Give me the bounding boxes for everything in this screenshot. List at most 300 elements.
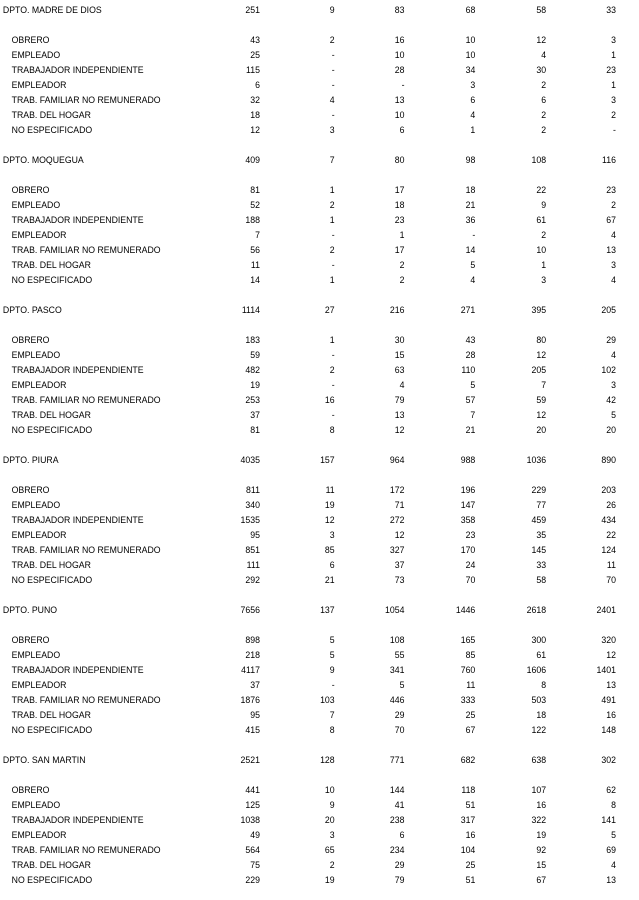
row-label: TRABAJADOR INDEPENDIENTE — [11, 515, 144, 525]
table-cell: 32 — [250, 95, 260, 105]
table-cell: 57 — [465, 395, 476, 405]
table-cell: 71 — [394, 500, 405, 510]
department-total-row — [0, 455, 620, 467]
table-cell: 3 — [611, 95, 616, 105]
table-cell: 2 — [399, 275, 405, 285]
table-cell: 1 — [329, 335, 335, 345]
table-row — [0, 410, 620, 422]
table-cell: 6 — [541, 95, 547, 105]
row-label: OBRERO — [11, 185, 50, 195]
row-label: TRABAJADOR INDEPENDIENTE — [11, 665, 144, 675]
table-cell: 23 — [394, 215, 405, 225]
table-cell: 3 — [611, 260, 616, 270]
department-total-cell: 205 — [601, 305, 616, 315]
row-label: EMPLEADO — [11, 800, 61, 810]
table-cell: 104 — [460, 845, 476, 855]
table-cell: 172 — [389, 485, 405, 495]
row-label: EMPLEADOR — [11, 230, 67, 240]
table-cell: 79 — [394, 395, 405, 405]
department-name: DPTO. PUNO — [2, 605, 58, 615]
department-total-cell: 137 — [320, 605, 335, 615]
table-cell: 29 — [394, 860, 405, 870]
department-total-cell: 2521 — [240, 755, 260, 765]
table-cell: 1876 — [240, 695, 260, 705]
department-section — [0, 750, 620, 900]
department-name: DPTO. PASCO — [2, 305, 62, 315]
table-cell: 229 — [245, 875, 260, 885]
table-row — [0, 125, 620, 137]
row-label: TRAB. FAMILIAR NO REMUNERADO — [11, 545, 161, 555]
table-cell: 26 — [606, 500, 616, 510]
table-cell: 21 — [324, 575, 335, 585]
table-cell: 37 — [250, 680, 260, 690]
table-cell: 18 — [250, 110, 260, 120]
row-label: TRAB. DEL HOGAR — [11, 110, 91, 120]
table-row — [0, 800, 620, 812]
table-row — [0, 350, 620, 362]
table-row — [0, 845, 620, 857]
table-cell: 2 — [329, 365, 335, 375]
table-row — [0, 35, 620, 47]
table-row — [0, 365, 620, 377]
table-cell: 4 — [611, 860, 616, 870]
department-section — [0, 450, 620, 600]
department-total-cell: 302 — [601, 755, 616, 765]
row-label: NO ESPECIFICADO — [11, 425, 93, 435]
table-cell: 9 — [329, 800, 335, 810]
table-cell: 25 — [250, 50, 260, 60]
table-cell: 4 — [541, 50, 547, 60]
table-cell: 300 — [531, 635, 547, 645]
table-cell: 17 — [394, 245, 405, 255]
table-cell: 58 — [536, 575, 547, 585]
table-row — [0, 110, 620, 122]
table-cell: 2 — [541, 110, 547, 120]
table-cell: 564 — [245, 845, 260, 855]
row-label: TRABAJADOR INDEPENDIENTE — [11, 215, 144, 225]
table-cell: 2 — [541, 125, 547, 135]
table-cell: - — [331, 410, 335, 420]
table-cell: 65 — [324, 845, 335, 855]
department-total-cell: 682 — [460, 755, 476, 765]
table-cell: 148 — [601, 725, 616, 735]
table-cell: 12 — [606, 650, 616, 660]
table-cell: 29 — [606, 335, 616, 345]
department-total-cell: 771 — [389, 755, 405, 765]
department-total-cell: 890 — [601, 455, 616, 465]
table-cell: 124 — [601, 545, 616, 555]
department-total-cell: 68 — [465, 5, 476, 15]
table-cell: 188 — [245, 215, 260, 225]
table-cell: 81 — [250, 425, 260, 435]
department-total-row — [0, 155, 620, 167]
table-cell: 73 — [394, 575, 405, 585]
table-cell: 110 — [461, 365, 476, 375]
row-label: EMPLEADOR — [11, 380, 67, 390]
department-total-row — [0, 305, 620, 317]
table-cell: 1038 — [240, 815, 260, 825]
row-label: EMPLEADO — [11, 200, 61, 210]
department-total-cell: 33 — [606, 5, 616, 15]
table-cell: 59 — [250, 350, 260, 360]
table-row — [0, 275, 620, 287]
table-cell: 67 — [465, 725, 476, 735]
table-row — [0, 380, 620, 392]
department-section — [0, 150, 620, 300]
table-cell: 49 — [250, 830, 260, 840]
table-cell: 144 — [389, 785, 405, 795]
table-cell: 12 — [394, 425, 405, 435]
table-cell: 3 — [329, 830, 335, 840]
table-row — [0, 635, 620, 647]
table-cell: 2 — [611, 110, 616, 120]
table-row — [0, 335, 620, 347]
table-cell: 7 — [541, 380, 547, 390]
table-row — [0, 65, 620, 77]
table-cell: 3 — [611, 35, 616, 45]
table-cell: 229 — [531, 485, 547, 495]
table-cell: 52 — [250, 200, 260, 210]
table-cell: 3 — [470, 80, 476, 90]
table-row — [0, 725, 620, 737]
table-cell: 459 — [531, 515, 547, 525]
row-label: EMPLEADO — [11, 500, 61, 510]
table-cell: 62 — [606, 785, 616, 795]
table-cell: 8 — [329, 725, 335, 735]
table-cell: 851 — [245, 545, 260, 555]
table-cell: 125 — [245, 800, 260, 810]
table-cell: 170 — [460, 545, 476, 555]
table-cell: 36 — [465, 215, 476, 225]
table-cell: 11 — [466, 680, 476, 690]
row-label: EMPLEADOR — [11, 80, 67, 90]
table-cell: 317 — [460, 815, 476, 825]
table-cell: 42 — [606, 395, 616, 405]
table-cell: 2 — [541, 230, 547, 240]
department-name: DPTO. PIURA — [2, 455, 59, 465]
table-row — [0, 185, 620, 197]
table-cell: 92 — [536, 845, 547, 855]
department-total-cell: 9 — [329, 5, 335, 15]
table-cell: 2 — [329, 200, 335, 210]
table-cell: 17 — [394, 185, 405, 195]
department-total-cell: 964 — [389, 455, 405, 465]
row-label: TRABAJADOR INDEPENDIENTE — [11, 365, 144, 375]
table-cell: 4 — [611, 350, 616, 360]
row-label: NO ESPECIFICADO — [11, 275, 93, 285]
table-cell: 69 — [606, 845, 616, 855]
table-row — [0, 665, 620, 677]
table-cell: 19 — [324, 500, 335, 510]
table-cell: 3 — [329, 125, 335, 135]
table-cell: 20 — [324, 815, 335, 825]
table-cell: 20 — [536, 425, 547, 435]
department-total-cell: 409 — [245, 155, 260, 165]
table-cell: 30 — [536, 65, 547, 75]
table-cell: 8 — [329, 425, 335, 435]
table-cell: 12 — [394, 530, 405, 540]
table-cell: - — [331, 65, 335, 75]
table-row — [0, 875, 620, 887]
department-total-cell: 2401 — [596, 605, 616, 615]
table-row — [0, 260, 620, 272]
table-cell: 3 — [611, 380, 616, 390]
table-cell: 253 — [245, 395, 260, 405]
row-label: TRAB. FAMILIAR NO REMUNERADO — [11, 245, 161, 255]
department-total-cell: 1446 — [455, 605, 476, 615]
table-cell: - — [331, 230, 335, 240]
department-total-cell: 58 — [536, 5, 547, 15]
department-total-cell: 1054 — [385, 605, 405, 615]
table-cell: 441 — [245, 785, 260, 795]
table-cell: 59 — [536, 395, 547, 405]
table-cell: 21 — [465, 425, 476, 435]
table-cell: 6 — [329, 560, 335, 570]
table-cell: 196 — [460, 485, 476, 495]
table-row — [0, 50, 620, 62]
table-cell: 43 — [250, 35, 260, 45]
table-cell: 2 — [399, 260, 405, 270]
table-cell: 1 — [611, 50, 616, 60]
table-row — [0, 530, 620, 542]
table-cell: 16 — [536, 800, 547, 810]
table-cell: 11 — [606, 560, 616, 570]
table-cell: 75 — [250, 860, 260, 870]
table-row — [0, 860, 620, 872]
table-cell: 1535 — [240, 515, 260, 525]
table-cell: 183 — [245, 335, 260, 345]
table-cell: 7 — [255, 230, 260, 240]
table-cell: 147 — [460, 500, 476, 510]
table-cell: 6 — [255, 80, 260, 90]
table-row — [0, 785, 620, 797]
table-cell: 238 — [389, 815, 405, 825]
table-cell: 1 — [329, 275, 335, 285]
table-cell: 37 — [250, 410, 260, 420]
table-cell: 1606 — [526, 665, 547, 675]
department-total-cell: 116 — [602, 155, 616, 165]
table-cell: 341 — [389, 665, 405, 675]
table-cell: 10 — [465, 35, 476, 45]
table-cell: 70 — [394, 725, 405, 735]
table-cell: 218 — [245, 650, 260, 660]
department-section — [0, 600, 620, 750]
table-cell: 12 — [324, 515, 335, 525]
table-cell: 8 — [611, 800, 616, 810]
table-cell: 20 — [606, 425, 616, 435]
table-cell: 1 — [470, 125, 476, 135]
table-cell: 41 — [394, 800, 405, 810]
department-total-cell: 271 — [460, 305, 476, 315]
table-cell: 25 — [465, 860, 476, 870]
table-row — [0, 695, 620, 707]
table-cell: 203 — [601, 485, 616, 495]
table-cell: 85 — [324, 545, 335, 555]
table-cell: 33 — [536, 560, 547, 570]
department-section — [0, 0, 620, 150]
table-cell: 18 — [465, 185, 476, 195]
table-cell: 7 — [470, 410, 476, 420]
table-row — [0, 710, 620, 722]
department-total-row — [0, 605, 620, 617]
table-cell: 67 — [606, 215, 616, 225]
row-label: NO ESPECIFICADO — [11, 875, 93, 885]
table-cell: 234 — [389, 845, 405, 855]
row-label: EMPLEADOR — [11, 680, 67, 690]
table-cell: 5 — [399, 680, 405, 690]
department-total-cell: 108 — [531, 155, 547, 165]
table-cell: 2 — [329, 860, 335, 870]
row-label: TRAB. DEL HOGAR — [11, 410, 91, 420]
table-row — [0, 500, 620, 512]
table-cell: - — [331, 680, 335, 690]
table-cell: 18 — [536, 710, 547, 720]
table-cell: - — [472, 230, 476, 240]
department-total-row — [0, 755, 620, 767]
table-cell: 107 — [531, 785, 547, 795]
table-cell: 28 — [465, 350, 476, 360]
table-cell: 333 — [460, 695, 476, 705]
table-cell: 145 — [531, 545, 547, 555]
table-row — [0, 680, 620, 692]
department-total-cell: 27 — [324, 305, 335, 315]
table-cell: 5 — [470, 380, 476, 390]
table-cell: 491 — [601, 695, 616, 705]
table-cell: - — [331, 50, 335, 60]
table-cell: 122 — [531, 725, 547, 735]
department-total-cell: 988 — [460, 455, 476, 465]
department-total-cell: 128 — [320, 755, 335, 765]
table-row — [0, 815, 620, 827]
department-total-cell: 638 — [531, 755, 547, 765]
table-cell: 141 — [601, 815, 616, 825]
table-row — [0, 650, 620, 662]
table-cell: 5 — [611, 830, 616, 840]
department-total-cell: 157 — [320, 455, 335, 465]
table-cell: 11 — [250, 260, 260, 270]
table-cell: 2 — [329, 35, 335, 45]
table-cell: 19 — [536, 830, 547, 840]
table-cell: 10 — [324, 785, 335, 795]
table-cell: 322 — [531, 815, 547, 825]
department-total-cell: 2618 — [526, 605, 547, 615]
table-cell: 22 — [606, 530, 616, 540]
table-cell: 10 — [536, 245, 547, 255]
row-label: NO ESPECIFICADO — [11, 575, 93, 585]
table-cell: 12 — [536, 350, 547, 360]
table-cell: 14 — [250, 275, 260, 285]
table-cell: 13 — [394, 410, 405, 420]
table-cell: 23 — [465, 530, 476, 540]
table-cell: - — [613, 125, 616, 135]
table-cell: 11 — [325, 485, 335, 495]
table-cell: 205 — [531, 365, 547, 375]
table-cell: 115 — [246, 65, 260, 75]
table-cell: - — [401, 80, 405, 90]
table-cell: 5 — [611, 410, 616, 420]
table-cell: 1 — [541, 260, 547, 270]
table-row — [0, 215, 620, 227]
table-cell: 4 — [470, 275, 476, 285]
table-cell: 16 — [324, 395, 335, 405]
department-total-cell: 7656 — [240, 605, 260, 615]
table-cell: 118 — [461, 785, 476, 795]
table-cell: 35 — [536, 530, 547, 540]
table-cell: 1 — [329, 185, 335, 195]
table-cell: 21 — [465, 200, 476, 210]
table-cell: 55 — [394, 650, 405, 660]
row-label: TRAB. DEL HOGAR — [11, 710, 91, 720]
department-total-cell: 98 — [465, 155, 476, 165]
department-total-cell: 216 — [389, 305, 405, 315]
row-label: OBRERO — [11, 635, 50, 645]
table-cell: 19 — [250, 380, 260, 390]
table-row — [0, 515, 620, 527]
table-cell: 358 — [460, 515, 476, 525]
table-cell: 15 — [536, 860, 547, 870]
table-cell: - — [331, 80, 335, 90]
table-cell: 1 — [329, 215, 335, 225]
table-cell: - — [331, 350, 335, 360]
table-cell: 95 — [250, 710, 260, 720]
table-row — [0, 830, 620, 842]
table-cell: 446 — [389, 695, 405, 705]
table-cell: 320 — [601, 635, 616, 645]
table-cell: 14 — [465, 245, 476, 255]
table-cell: 9 — [541, 200, 547, 210]
department-total-cell: 83 — [394, 5, 405, 15]
row-label: OBRERO — [11, 35, 50, 45]
table-cell: 898 — [245, 635, 260, 645]
row-label: EMPLEADOR — [11, 830, 67, 840]
table-cell: 4 — [470, 110, 476, 120]
table-cell: 25 — [465, 710, 476, 720]
department-section — [0, 300, 620, 450]
table-row — [0, 560, 620, 572]
table-cell: 67 — [536, 875, 547, 885]
department-name: DPTO. MADRE DE DIOS — [2, 5, 102, 15]
table-row — [0, 80, 620, 92]
table-cell: 4 — [399, 380, 405, 390]
table-cell: 1 — [399, 230, 405, 240]
table-cell: 760 — [460, 665, 476, 675]
row-label: EMPLEADO — [11, 350, 61, 360]
table-cell: 1 — [611, 80, 616, 90]
table-row — [0, 200, 620, 212]
table-cell: 9 — [329, 665, 335, 675]
row-label: TRAB. DEL HOGAR — [11, 260, 91, 270]
table-cell: 70 — [465, 575, 476, 585]
department-name: DPTO. MOQUEGUA — [2, 155, 84, 165]
table-cell: 4 — [611, 230, 616, 240]
table-cell: 503 — [531, 695, 547, 705]
department-total-cell: 395 — [531, 305, 547, 315]
row-label: TRAB. DEL HOGAR — [11, 860, 91, 870]
department-total-cell: 1036 — [526, 455, 547, 465]
department-name: DPTO. SAN MARTIN — [2, 755, 86, 765]
table-cell: 13 — [606, 680, 616, 690]
table-cell: 111 — [246, 560, 260, 570]
table-cell: 415 — [245, 725, 260, 735]
table-cell: 102 — [601, 365, 616, 375]
table-cell: 12 — [250, 125, 260, 135]
row-label: TRAB. DEL HOGAR — [11, 560, 91, 570]
table-cell: 4 — [329, 95, 335, 105]
row-label: EMPLEADO — [11, 650, 61, 660]
table-cell: 12 — [536, 410, 547, 420]
table-cell: 79 — [394, 875, 405, 885]
table-cell: 13 — [394, 95, 405, 105]
